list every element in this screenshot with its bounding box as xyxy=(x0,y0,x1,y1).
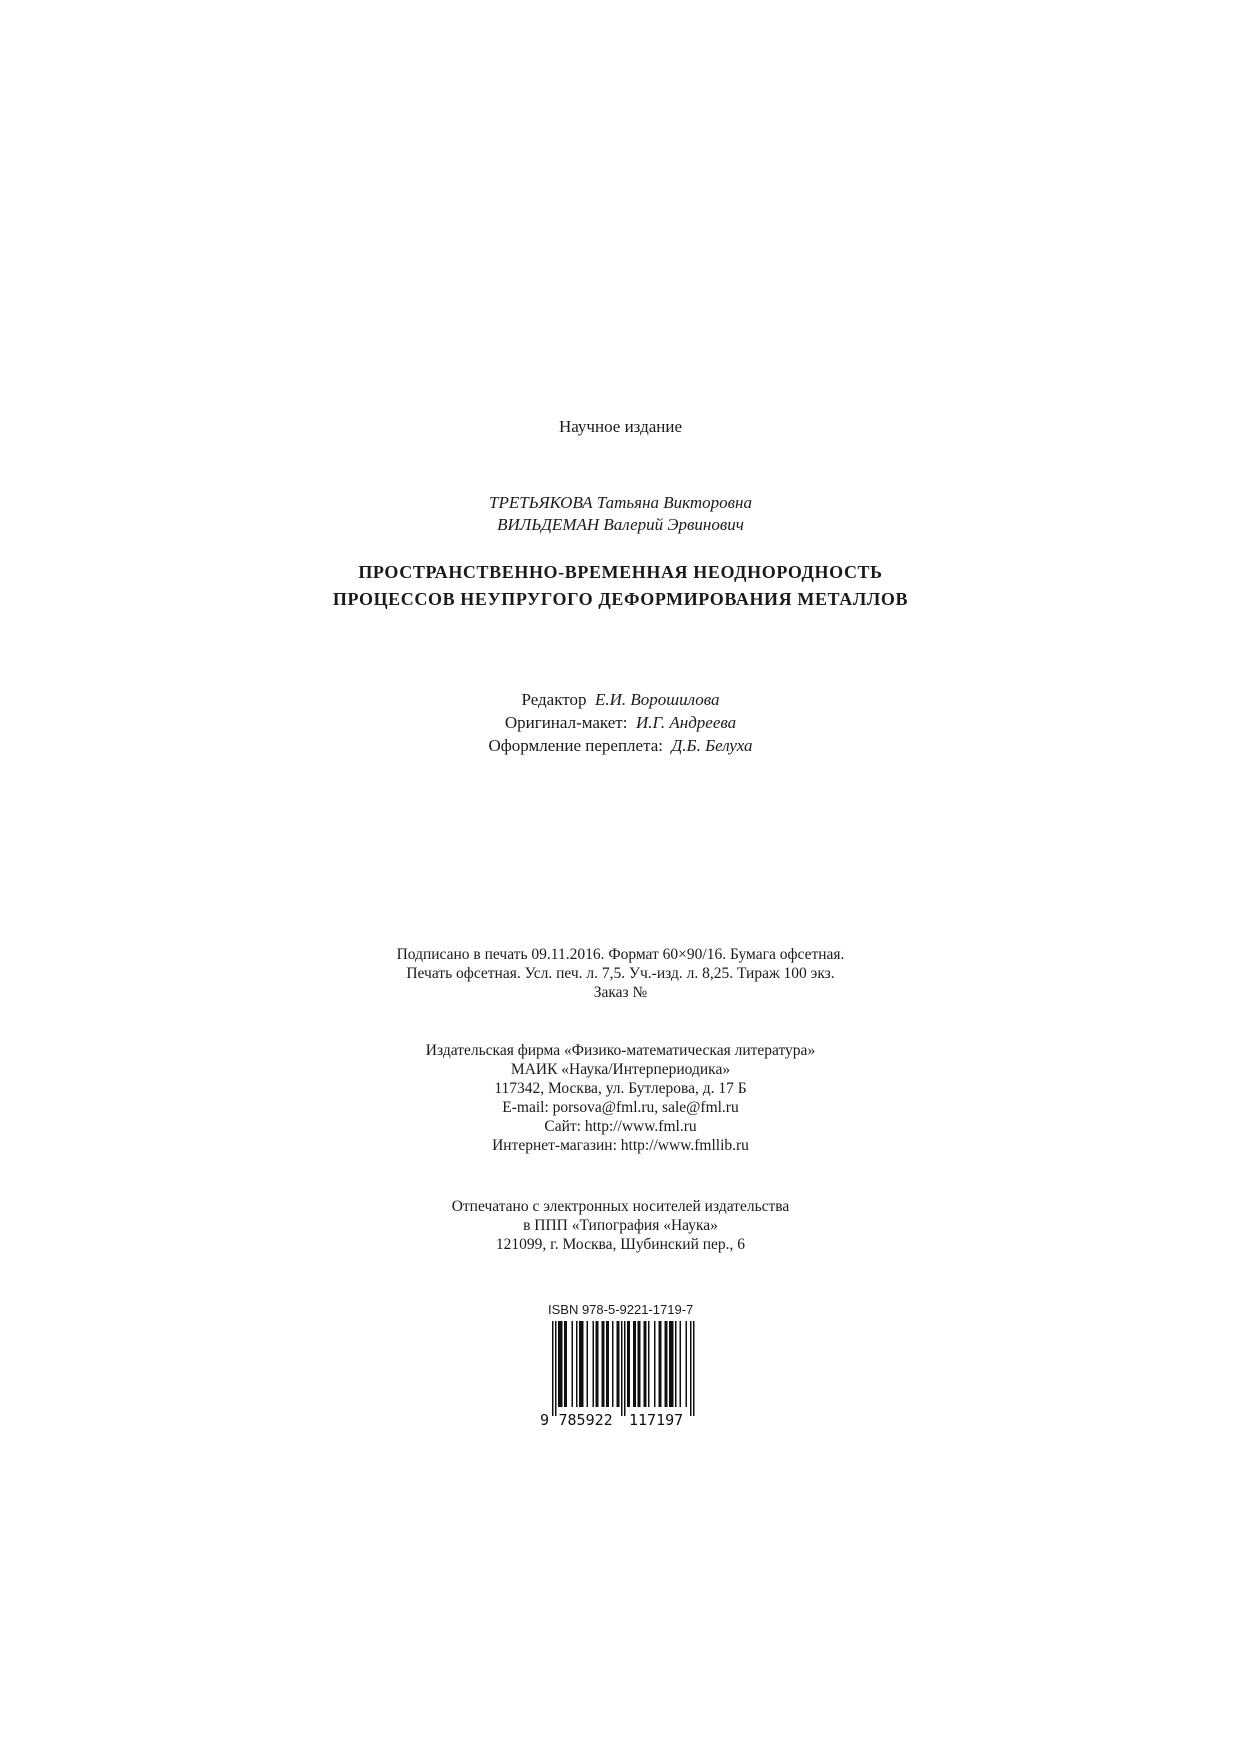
credit-role: Оформление переплета: xyxy=(488,736,663,755)
credit-layout xyxy=(0,713,1241,733)
author-2-name: Валерий Эрвинович xyxy=(603,515,744,534)
barcode-bar xyxy=(596,1321,598,1407)
barcode-bar xyxy=(624,1321,626,1416)
book-title-line-2: ПРОЦЕССОВ НЕУПРУГОГО ДЕФОРМИРОВАНИЯ МЕТАЛЛОВ xyxy=(332,589,909,609)
barcode-bar xyxy=(680,1321,682,1407)
barcode-bar xyxy=(639,1321,641,1407)
barcode-bar xyxy=(635,1321,637,1407)
credit-role: Редактор xyxy=(521,690,587,709)
barcode-bar xyxy=(621,1321,623,1416)
barcode-bar xyxy=(558,1321,560,1407)
barcode-bar xyxy=(581,1321,583,1407)
barcode-bar xyxy=(587,1321,589,1407)
isbn-number: ISBN 978-5-9221-1719-7 xyxy=(548,1302,694,1317)
barcode-bar xyxy=(602,1321,604,1407)
credit-cover xyxy=(0,736,1241,756)
author-1-surname: ТРЕТЬЯКОВА xyxy=(489,493,593,512)
barcode-bar xyxy=(564,1321,566,1407)
barcode-bar xyxy=(593,1321,595,1407)
publisher-line-5: Сайт: http://www.fml.ru xyxy=(544,1118,697,1135)
isbn-barcode-block xyxy=(540,1303,701,1428)
barcode-bar xyxy=(566,1321,568,1407)
barcode-bar xyxy=(552,1321,554,1416)
barcode-bar xyxy=(606,1321,608,1407)
barcode-bar xyxy=(660,1321,662,1407)
barcode-bar xyxy=(665,1321,667,1407)
credit-person: И.Г. Андреева xyxy=(635,713,737,732)
publisher-line-4: E-mail: porsova@fml.ru, sale@fml.ru xyxy=(502,1099,739,1116)
barcode-bar xyxy=(648,1321,650,1407)
printer-line-3: 121099, г. Москва, Шубинский пер., 6 xyxy=(495,1236,746,1253)
barcode-bar xyxy=(627,1321,629,1407)
barcode-first-digit: 9 xyxy=(540,1411,550,1428)
print-info-line-1: Подписано в печать 09.11.2016. Формат 60×90/16. Бумага офсетная. xyxy=(396,946,845,963)
author-2-surname: ВИЛЬДЕМАН xyxy=(497,515,600,534)
print-info-line-2: Печать офсетная. Усл. печ. л. 7,5. Уч.-изд. л. 8,25. Тираж 100 экз. xyxy=(406,965,835,982)
book-title-line-1: ПРОСТРАНСТВЕННО-ВРЕМЕННАЯ НЕОДНОРОДНОСТЬ xyxy=(358,562,883,582)
barcode-bar xyxy=(555,1321,557,1416)
barcode-bar xyxy=(597,1321,599,1407)
barcode-bar xyxy=(644,1321,646,1407)
barcode-bar xyxy=(612,1321,614,1407)
barcode-bar xyxy=(582,1321,584,1407)
barcode-bar xyxy=(633,1321,635,1407)
publisher-line-3: 117342, Москва, ул. Бутлерова, д. 17 Б xyxy=(494,1080,747,1097)
barcode-bar xyxy=(675,1321,677,1407)
barcode-bar xyxy=(671,1321,673,1407)
author-1 xyxy=(0,493,1241,513)
barcode-bar xyxy=(690,1321,692,1416)
barcode-bar xyxy=(617,1321,619,1407)
barcode-bar xyxy=(629,1321,631,1407)
barcode-bar xyxy=(618,1321,620,1407)
barcode-bar xyxy=(572,1321,574,1407)
printer-line-2: в ППП «Типография «Наука» xyxy=(523,1217,718,1234)
credit-person: Е.И. Ворошилова xyxy=(594,690,720,709)
barcode-bar xyxy=(638,1321,640,1407)
barcode-bar xyxy=(669,1321,671,1407)
publisher-line-2: МАИК «Наука/Интерпериодика» xyxy=(510,1061,731,1078)
print-info-line-3: Заказ № xyxy=(593,984,648,1001)
barcode-bar xyxy=(576,1321,578,1407)
printer-line-1: Отпечатано с электронных носителей издательства xyxy=(451,1198,790,1215)
barcode-bar xyxy=(561,1321,563,1407)
barcode-bar xyxy=(686,1321,688,1407)
author-2 xyxy=(0,515,1241,535)
barcode-bar xyxy=(603,1321,605,1407)
barcode-left-digits: 785922 xyxy=(558,1411,613,1428)
author-1-name: Татьяна Викторовна xyxy=(596,493,752,512)
publisher-line-1: Издательская фирма «Физико-математическая литература» xyxy=(425,1042,816,1059)
barcode-icon xyxy=(540,1321,701,1428)
credit-editor xyxy=(0,690,1241,710)
publisher-line-6: Интернет-магазин: http://www.fmllib.ru xyxy=(492,1137,749,1154)
barcode-bar xyxy=(560,1321,562,1407)
barcode-bar xyxy=(693,1321,695,1416)
barcode-bar xyxy=(645,1321,647,1407)
barcode-bar xyxy=(666,1321,668,1407)
barcode-bar xyxy=(608,1321,610,1407)
barcode-bar xyxy=(672,1321,674,1407)
barcode-bar xyxy=(659,1321,661,1407)
barcode-right-digits: 117197 xyxy=(629,1411,684,1428)
edition-type: Научное издание xyxy=(558,417,683,436)
credit-person: Д.Б. Белуха xyxy=(671,736,753,755)
barcode-bar xyxy=(654,1321,656,1407)
barcode-bar xyxy=(579,1321,581,1407)
credit-role: Оригинал-макет: xyxy=(504,713,628,732)
